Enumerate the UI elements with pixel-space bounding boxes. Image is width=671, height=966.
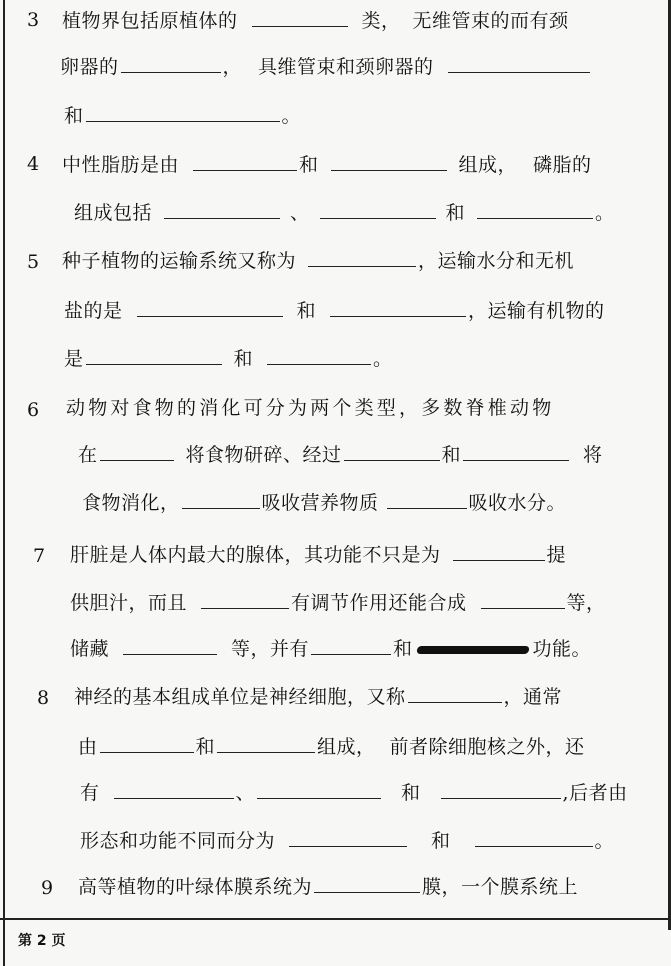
q6-line-2: 在 将食物研碎、经过 和 将 — [78, 444, 603, 466]
q3-line-2: 卵器的 ， 具维管束和颈卵器的 — [60, 54, 592, 79]
answer-blank[interactable] — [193, 152, 297, 171]
answer-blank[interactable] — [86, 103, 280, 122]
answer-blank[interactable] — [201, 590, 289, 609]
answer-blank[interactable] — [331, 152, 447, 171]
q3-line-3: 和 。 — [64, 105, 302, 127]
q3-line-1: 植物界包括原植体的 类， 无维管束的而有颈 — [62, 10, 569, 32]
answer-blank[interactable] — [86, 346, 222, 365]
answer-blank[interactable] — [311, 636, 391, 655]
page-left-border — [3, 0, 5, 966]
answer-blank[interactable] — [475, 828, 593, 847]
question-number-4: 4 — [27, 153, 40, 175]
answer-blank[interactable] — [408, 684, 502, 703]
answer-blank[interactable] — [100, 734, 194, 753]
question-number-7: 7 — [33, 545, 46, 567]
answer-blank[interactable] — [320, 200, 436, 219]
answer-blank[interactable] — [114, 780, 234, 799]
page-number-label: 第 2 页 — [18, 933, 66, 949]
answer-blank[interactable] — [217, 734, 315, 753]
answer-blank[interactable] — [182, 490, 260, 509]
answer-blank[interactable] — [448, 54, 590, 73]
q7-line-3: 储藏 等，并有 和 功能。 — [70, 638, 592, 660]
question-number-8: 8 — [37, 687, 50, 709]
answer-blank[interactable] — [164, 200, 280, 219]
q6-line-3: 食物消化， 吸收营养物质 吸收水分。 — [82, 492, 567, 514]
answer-blank[interactable] — [123, 636, 217, 655]
answer-blank[interactable] — [308, 248, 416, 267]
answer-blank[interactable] — [121, 54, 221, 73]
answer-blank[interactable] — [257, 780, 381, 799]
q5-line-2: 盐的是 和 ，运输有机物的 — [64, 300, 605, 322]
answer-blank[interactable] — [289, 828, 407, 847]
answer-blank[interactable] — [441, 780, 561, 799]
answer-blank[interactable] — [100, 442, 174, 461]
q4-line-1: 中性脂肪是由 和 组成， 磷脂的 — [62, 154, 592, 176]
q6-line-1: 动物对食物的消化可分为两个类型，多数脊椎动物 — [66, 397, 555, 419]
q7-line-2: 供胆汁，而且 有调节作用还能合成 等， — [70, 592, 606, 614]
question-number-9: 9 — [41, 877, 54, 899]
answer-blank[interactable] — [252, 8, 348, 27]
answer-blank[interactable] — [477, 200, 593, 219]
question-number-6: 6 — [27, 399, 40, 421]
answer-blank[interactable] — [137, 298, 283, 317]
q8-line-1: 神经的基本组成单位是神经细胞，又称 ，通常 — [74, 686, 563, 708]
q5-line-1: 种子植物的运输系统又称为 ，运输水分和无机 — [62, 250, 575, 272]
q7-line-1: 肝脏是人体内最大的腺体，其功能不只是为 提 — [70, 544, 567, 566]
question-number-5: 5 — [27, 251, 40, 273]
answer-blank[interactable] — [463, 442, 569, 461]
q5-line-3: 是 和 。 — [64, 348, 393, 370]
q9-line-1: 高等植物的叶绿体膜系统为 膜，一个膜系统上 — [78, 876, 579, 898]
question-number-3: 3 — [27, 9, 40, 31]
q8-line-3: 有 、 和 ,后者由 — [80, 782, 628, 804]
q8-line-2: 由 和 组成， 前者除细胞核之外，还 — [78, 736, 585, 758]
answer-blank[interactable] — [330, 298, 466, 317]
answer-blank[interactable] — [314, 874, 420, 893]
q8-line-4: 形态和功能不同而分为 和 。 — [80, 830, 615, 852]
answer-blank[interactable] — [387, 490, 467, 509]
footer-divider — [0, 918, 671, 920]
q4-line-2: 组成包括 、 和 。 — [74, 202, 615, 224]
crossed-out-blank — [416, 646, 529, 654]
answer-blank[interactable] — [453, 542, 545, 561]
answer-blank[interactable] — [267, 346, 371, 365]
answer-blank[interactable] — [481, 590, 565, 609]
answer-blank[interactable] — [344, 442, 440, 461]
